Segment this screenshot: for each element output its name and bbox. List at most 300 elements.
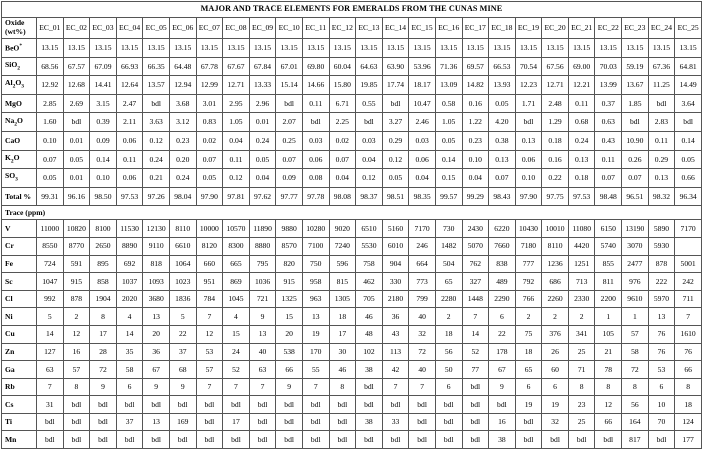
value-cell: 766 — [515, 290, 542, 308]
value-cell: 12 — [595, 396, 622, 414]
value-cell: bdl — [435, 396, 462, 414]
value-cell: 50 — [435, 361, 462, 379]
row-label: Sc — [2, 273, 37, 291]
value-cell: 63.90 — [382, 57, 409, 76]
value-cell: bdl — [302, 413, 329, 431]
value-cell: 5930 — [648, 237, 675, 255]
value-cell: 13.15 — [409, 39, 436, 58]
value-cell: 14.41 — [90, 76, 117, 95]
sample-header: EC_24 — [648, 18, 675, 39]
value-cell: 0.24 — [143, 150, 170, 169]
value-cell: 72 — [622, 361, 649, 379]
value-cell: 222 — [648, 273, 675, 291]
value-cell: 2.85 — [37, 94, 64, 113]
value-cell: 10280 — [302, 220, 329, 238]
value-cell: 12.23 — [515, 76, 542, 95]
value-cell: 25 — [568, 343, 595, 361]
value-cell: 8 — [63, 378, 90, 396]
value-cell: 0.05 — [249, 150, 276, 169]
value-cell: 8120 — [196, 237, 223, 255]
sample-header: EC_04 — [116, 18, 143, 39]
sample-header: EC_08 — [223, 18, 250, 39]
value-cell: 7170 — [409, 220, 436, 238]
value-cell: 17 — [329, 325, 356, 343]
value-cell: bdl — [356, 113, 383, 132]
value-cell: 13.15 — [462, 39, 489, 58]
value-cell: 98.51 — [382, 187, 409, 206]
value-cell: 14 — [462, 325, 489, 343]
table-row — [2, 396, 702, 414]
value-cell: 5 — [37, 308, 64, 326]
row-label: MgO — [2, 94, 37, 113]
value-cell: 724 — [37, 255, 64, 273]
value-cell: 2.46 — [409, 113, 436, 132]
value-cell: 12.21 — [568, 76, 595, 95]
value-cell: bdl — [462, 396, 489, 414]
value-cell: 1325 — [276, 290, 303, 308]
table-row — [2, 57, 702, 76]
value-cell: 169 — [169, 413, 196, 431]
value-cell: 596 — [329, 255, 356, 273]
value-cell — [675, 237, 702, 255]
value-cell: 13.15 — [143, 39, 170, 58]
value-cell: 55 — [302, 361, 329, 379]
value-cell: 76 — [675, 343, 702, 361]
table-row — [2, 76, 702, 95]
value-cell: 70 — [648, 413, 675, 431]
value-cell: 14.49 — [675, 76, 702, 95]
value-cell: 13.15 — [169, 39, 196, 58]
value-cell: 0.66 — [675, 169, 702, 188]
value-cell: 31 — [37, 396, 64, 414]
row-label: CaO — [2, 131, 37, 150]
value-cell: bdl — [276, 94, 303, 113]
value-cell: 2 — [568, 308, 595, 326]
value-cell: 170 — [302, 343, 329, 361]
value-cell: 773 — [409, 273, 436, 291]
value-cell: 5970 — [648, 290, 675, 308]
value-cell: 0.24 — [249, 131, 276, 150]
value-cell: 22 — [169, 325, 196, 343]
table-title: MAJOR AND TRACE ELEMENTS FOR EMERALDS FROM THE CUNAS MINE — [2, 2, 702, 18]
value-cell: bdl — [435, 413, 462, 431]
sample-header: EC_13 — [356, 18, 383, 39]
value-cell: 96.16 — [63, 187, 90, 206]
value-cell: 52 — [462, 343, 489, 361]
table-body — [2, 18, 702, 449]
value-cell: 0.07 — [489, 169, 516, 188]
value-cell: bdl — [568, 431, 595, 449]
value-cell: 0.13 — [515, 131, 542, 150]
value-cell: 3.15 — [90, 94, 117, 113]
value-cell: 12.68 — [63, 76, 90, 95]
value-cell: 13.15 — [223, 39, 250, 58]
value-cell: 2 — [542, 308, 569, 326]
value-cell: 13 — [143, 413, 170, 431]
value-cell: 0.11 — [302, 94, 329, 113]
value-cell: 63 — [249, 361, 276, 379]
value-cell: 591 — [63, 255, 90, 273]
value-cell: 838 — [489, 255, 516, 273]
value-cell: 10000 — [196, 220, 223, 238]
value-cell: 1.22 — [462, 113, 489, 132]
value-cell: 0.25 — [276, 131, 303, 150]
value-cell: 2280 — [435, 290, 462, 308]
value-cell: 730 — [435, 220, 462, 238]
value-cell: 40 — [409, 361, 436, 379]
value-cell: 10820 — [63, 220, 90, 238]
table-row — [2, 343, 702, 361]
value-cell: 12.71 — [223, 76, 250, 95]
value-cell: 67.01 — [276, 57, 303, 76]
value-cell: 7 — [302, 378, 329, 396]
value-cell: 2020 — [116, 290, 143, 308]
value-cell: 0.83 — [196, 113, 223, 132]
value-cell: 15.14 — [276, 76, 303, 95]
value-cell: 869 — [223, 273, 250, 291]
value-cell: 13.57 — [143, 76, 170, 95]
row-label: Cr — [2, 237, 37, 255]
value-cell: 40 — [249, 343, 276, 361]
elements-table — [1, 1, 702, 449]
table-row — [2, 94, 702, 113]
value-cell: 2.48 — [542, 94, 569, 113]
value-cell: 97.90 — [515, 187, 542, 206]
value-cell: 0.11 — [223, 150, 250, 169]
value-cell: 12130 — [143, 220, 170, 238]
value-cell: 0.23 — [462, 131, 489, 150]
value-cell: 1.85 — [622, 94, 649, 113]
value-cell: 58 — [622, 343, 649, 361]
value-cell: 9880 — [276, 220, 303, 238]
value-cell: 65 — [515, 361, 542, 379]
value-cell: 2430 — [462, 220, 489, 238]
value-cell: 0.12 — [382, 150, 409, 169]
value-cell: 8 — [329, 378, 356, 396]
value-cell: bdl — [63, 113, 90, 132]
value-cell: 105 — [595, 325, 622, 343]
sample-header: EC_11 — [302, 18, 329, 39]
value-cell: 66.93 — [116, 57, 143, 76]
value-cell: 462 — [356, 273, 383, 291]
value-cell: bdl — [90, 396, 117, 414]
value-cell: 9 — [90, 378, 117, 396]
value-cell: 1 — [595, 308, 622, 326]
value-cell: 57 — [63, 361, 90, 379]
value-cell: 12.71 — [542, 76, 569, 95]
value-cell: 538 — [276, 343, 303, 361]
value-cell: 7240 — [329, 237, 356, 255]
value-cell: 705 — [356, 290, 383, 308]
value-cell: bdl — [302, 113, 329, 132]
value-cell: bdl — [116, 396, 143, 414]
value-cell: 0.11 — [595, 150, 622, 169]
value-cell: 817 — [622, 431, 649, 449]
value-cell: 7 — [196, 378, 223, 396]
value-cell: 855 — [595, 255, 622, 273]
value-cell: 0.07 — [329, 150, 356, 169]
value-cell: 70.03 — [595, 57, 622, 76]
value-cell: 15.80 — [329, 76, 356, 95]
value-cell: 958 — [302, 273, 329, 291]
value-cell: 18 — [515, 343, 542, 361]
value-cell: 24 — [223, 343, 250, 361]
value-cell: 13.15 — [356, 39, 383, 58]
value-cell: bdl — [302, 396, 329, 414]
value-cell: 67 — [489, 361, 516, 379]
value-cell: 25 — [568, 413, 595, 431]
value-cell: bdl — [37, 431, 64, 449]
value-cell: 70.54 — [515, 57, 542, 76]
sample-header: EC_15 — [409, 18, 436, 39]
value-cell: 17 — [223, 413, 250, 431]
value-cell: 0.13 — [648, 169, 675, 188]
value-cell: 7180 — [515, 237, 542, 255]
value-cell: 0.38 — [489, 131, 516, 150]
value-cell: 0.15 — [435, 169, 462, 188]
value-cell: bdl — [515, 413, 542, 431]
value-cell: 96.34 — [675, 187, 702, 206]
value-cell: 96.51 — [622, 187, 649, 206]
value-cell: bdl — [276, 413, 303, 431]
value-cell: 0.24 — [169, 169, 196, 188]
value-cell: 0.06 — [409, 150, 436, 169]
value-cell: 8 — [675, 378, 702, 396]
value-cell: 3070 — [622, 237, 649, 255]
value-cell: 13.15 — [37, 39, 64, 58]
value-cell: 13.15 — [90, 39, 117, 58]
value-cell: 0.04 — [329, 169, 356, 188]
value-cell: 60 — [542, 361, 569, 379]
value-cell: 11000 — [37, 220, 64, 238]
value-cell: 17 — [90, 325, 117, 343]
value-cell: 15 — [223, 325, 250, 343]
value-cell: 963 — [302, 290, 329, 308]
value-cell: 7 — [675, 308, 702, 326]
value-cell: 0.04 — [462, 169, 489, 188]
value-cell: 6610 — [169, 237, 196, 255]
value-cell: 777 — [515, 255, 542, 273]
value-cell: 7 — [382, 378, 409, 396]
trace-section-header: Trace (ppm) — [2, 206, 702, 220]
value-cell: 0.02 — [196, 131, 223, 150]
header-row — [2, 18, 702, 39]
value-cell: 895 — [90, 255, 117, 273]
value-cell: 9020 — [329, 220, 356, 238]
value-cell: bdl — [196, 413, 223, 431]
table-row — [2, 308, 702, 326]
value-cell: 489 — [489, 273, 516, 291]
value-cell: 9 — [489, 378, 516, 396]
value-cell: 1023 — [169, 273, 196, 291]
value-cell: 76 — [648, 343, 675, 361]
row-label: Mn — [2, 431, 37, 449]
value-cell: 0.03 — [356, 131, 383, 150]
value-cell: 13.15 — [116, 39, 143, 58]
value-cell: 13.33 — [249, 76, 276, 95]
sample-header: EC_18 — [489, 18, 516, 39]
value-cell: 3.64 — [675, 94, 702, 113]
value-cell: 72 — [90, 361, 117, 379]
value-cell: 8110 — [542, 237, 569, 255]
value-cell: 0.06 — [302, 150, 329, 169]
value-cell: bdl — [648, 431, 675, 449]
sample-header: EC_22 — [595, 18, 622, 39]
value-cell: 5 — [169, 308, 196, 326]
value-cell: 0.16 — [542, 150, 569, 169]
value-cell: 28 — [90, 343, 117, 361]
value-cell: 0.01 — [63, 169, 90, 188]
value-cell: 3.01 — [196, 94, 223, 113]
value-cell: 60.04 — [329, 57, 356, 76]
value-cell: 0.39 — [90, 113, 117, 132]
value-cell: 67 — [143, 361, 170, 379]
value-cell: 0.13 — [568, 150, 595, 169]
value-cell: 0.22 — [542, 169, 569, 188]
sample-header: EC_07 — [196, 18, 223, 39]
value-cell: 0.07 — [37, 150, 64, 169]
value-cell: 48 — [356, 325, 383, 343]
value-cell: 0.11 — [648, 131, 675, 150]
value-cell: 0.05 — [489, 94, 516, 113]
value-cell: 0.08 — [302, 169, 329, 188]
value-cell: 66.35 — [143, 57, 170, 76]
value-cell: bdl — [249, 413, 276, 431]
value-cell: 0.21 — [143, 169, 170, 188]
value-cell: 2.07 — [276, 113, 303, 132]
table-row — [2, 237, 702, 255]
value-cell: 246 — [409, 237, 436, 255]
value-cell: 0.10 — [515, 169, 542, 188]
value-cell: 1036 — [249, 273, 276, 291]
value-cell: 6 — [489, 308, 516, 326]
value-cell: 242 — [675, 273, 702, 291]
value-cell: 0.12 — [143, 131, 170, 150]
value-cell: 0.14 — [675, 131, 702, 150]
value-cell: 0.16 — [462, 94, 489, 113]
value-cell: 38 — [489, 431, 516, 449]
value-cell: 0.07 — [196, 150, 223, 169]
value-cell: 2330 — [568, 290, 595, 308]
table-row — [2, 150, 702, 169]
row-label: $K_2O$ — [2, 150, 37, 169]
value-cell: 0.04 — [356, 150, 383, 169]
value-cell: 19 — [515, 396, 542, 414]
value-cell: 11890 — [249, 220, 276, 238]
value-cell: 67.78 — [196, 57, 223, 76]
value-cell: 72 — [409, 343, 436, 361]
value-cell: 784 — [196, 290, 223, 308]
value-cell: 6150 — [595, 220, 622, 238]
value-cell: 64.81 — [675, 57, 702, 76]
value-cell: 2200 — [595, 290, 622, 308]
value-cell: 792 — [515, 273, 542, 291]
value-cell: 58 — [116, 361, 143, 379]
value-cell: 67.36 — [648, 57, 675, 76]
value-cell: 10 — [648, 396, 675, 414]
value-cell: 0.43 — [595, 131, 622, 150]
value-cell: bdl — [329, 413, 356, 431]
sample-header: EC_17 — [462, 18, 489, 39]
value-cell: 32 — [542, 413, 569, 431]
value-cell: 0.26 — [622, 150, 649, 169]
value-cell: 0.03 — [409, 131, 436, 150]
value-cell: 40 — [409, 308, 436, 326]
value-cell: 1904 — [90, 290, 117, 308]
value-cell: 1045 — [223, 290, 250, 308]
value-cell: 98.48 — [595, 187, 622, 206]
value-cell: 67.84 — [249, 57, 276, 76]
value-cell: 0.29 — [382, 131, 409, 150]
value-cell: 13.15 — [515, 39, 542, 58]
value-cell: 713 — [568, 273, 595, 291]
value-cell: 13.15 — [63, 39, 90, 58]
value-cell: 0.05 — [63, 150, 90, 169]
value-cell: bdl — [489, 396, 516, 414]
value-cell: 878 — [648, 255, 675, 273]
value-cell: 660 — [196, 255, 223, 273]
table-row — [2, 255, 702, 273]
value-cell: bdl — [462, 413, 489, 431]
table-row — [2, 378, 702, 396]
value-cell: 327 — [462, 273, 489, 291]
value-cell: 0.04 — [409, 169, 436, 188]
value-cell: 13 — [302, 308, 329, 326]
value-cell: 12.64 — [116, 76, 143, 95]
value-cell: 17.74 — [382, 76, 409, 95]
value-cell: 113 — [382, 343, 409, 361]
value-cell: 13.93 — [489, 76, 516, 95]
sample-header: EC_09 — [249, 18, 276, 39]
value-cell: bdl — [116, 431, 143, 449]
value-cell: 0.10 — [90, 169, 117, 188]
row-label: $SO_3$ — [2, 169, 37, 188]
value-cell: 13.15 — [489, 39, 516, 58]
value-cell: 1610 — [675, 325, 702, 343]
value-cell: 13.15 — [568, 39, 595, 58]
value-cell: 12.99 — [196, 76, 223, 95]
value-cell: 0.68 — [568, 113, 595, 132]
value-cell: 53 — [648, 361, 675, 379]
sample-header: EC_03 — [90, 18, 117, 39]
value-cell: 0.01 — [63, 131, 90, 150]
value-cell: 65 — [435, 273, 462, 291]
value-cell: 13.99 — [595, 76, 622, 95]
value-cell: bdl — [169, 431, 196, 449]
value-cell: 26 — [542, 343, 569, 361]
value-cell: 67.57 — [63, 57, 90, 76]
value-cell: 0.07 — [622, 169, 649, 188]
value-cell: 0.11 — [568, 94, 595, 113]
value-cell: 66 — [595, 413, 622, 431]
value-cell: 99.57 — [435, 187, 462, 206]
value-cell: 11080 — [568, 220, 595, 238]
value-cell: 5070 — [462, 237, 489, 255]
value-cell: 97.53 — [568, 187, 595, 206]
value-cell: bdl — [329, 396, 356, 414]
value-cell: 0.09 — [90, 131, 117, 150]
value-cell: 33 — [382, 413, 409, 431]
value-cell: 16 — [489, 413, 516, 431]
value-cell: 3680 — [143, 290, 170, 308]
value-cell: bdl — [595, 431, 622, 449]
value-cell: 13.15 — [675, 39, 702, 58]
value-cell: 7 — [409, 378, 436, 396]
value-cell: 12.92 — [37, 76, 64, 95]
value-cell: 4 — [223, 308, 250, 326]
value-cell: 976 — [622, 273, 649, 291]
value-cell: 1 — [622, 308, 649, 326]
